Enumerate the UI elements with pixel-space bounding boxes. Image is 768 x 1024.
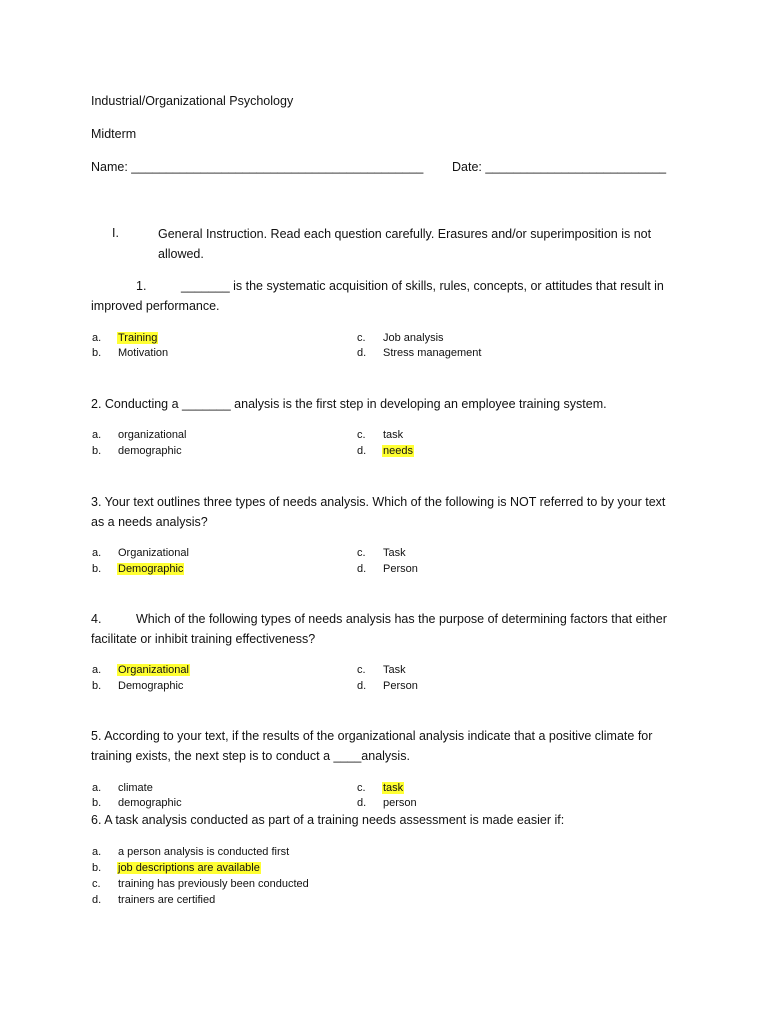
question-6-text: 6. A task analysis conducted as part of a training needs assessment is made easier if: bbox=[91, 813, 565, 827]
option-text: Task bbox=[383, 664, 406, 676]
option-text: Stress management bbox=[383, 347, 482, 359]
option-3a: a. Organizational bbox=[92, 547, 189, 559]
question-2-text: 2. Conducting a _______ analysis is the first step in developing an employee training system. bbox=[91, 397, 607, 411]
option-text: climate bbox=[118, 782, 153, 794]
question-1-number: 1. bbox=[136, 279, 147, 293]
option-text: Motivation bbox=[118, 347, 169, 359]
option-5b: b. demographic bbox=[92, 797, 182, 809]
option-text: demographic bbox=[118, 445, 182, 457]
option-5a: a. climate bbox=[92, 782, 153, 794]
option-text: person bbox=[383, 797, 417, 809]
option-1a: a. Training bbox=[92, 332, 158, 344]
option-4c: c. Task bbox=[357, 664, 406, 676]
option-text: trainers are certified bbox=[118, 894, 216, 906]
question-2 bbox=[91, 394, 681, 414]
question-3-text: 3. Your text outlines three types of needs analysis. Which of the following is NOT referred to by your text as a needs analysis? bbox=[91, 495, 666, 529]
option-3d: d. Person bbox=[357, 563, 418, 575]
question-4-number: 4. bbox=[91, 612, 102, 626]
option-6a: a. a person analysis is conducted first bbox=[92, 846, 290, 858]
option-4b: b. Demographic bbox=[92, 680, 184, 692]
option-3b: b. Demographic bbox=[92, 563, 184, 575]
question-4 bbox=[91, 609, 681, 649]
option-3c: c. Task bbox=[357, 547, 406, 559]
option-text: Organizational bbox=[118, 547, 189, 559]
question-5 bbox=[91, 726, 681, 766]
course-title: Industrial/Organizational Psychology bbox=[91, 94, 294, 108]
instruction-text: General Instruction. Read each question carefully. Erasures and/or superimposition is not allowed. bbox=[158, 227, 652, 261]
question-6 bbox=[91, 810, 681, 830]
option-6d: d. trainers are certified bbox=[92, 894, 216, 906]
option-text: demographic bbox=[118, 797, 182, 809]
option-2d: d. needs bbox=[357, 445, 413, 457]
option-text: organizational bbox=[118, 429, 187, 441]
option-text: Job analysis bbox=[383, 332, 444, 344]
option-text: a person analysis is conducted first bbox=[118, 846, 290, 858]
option-text: Person bbox=[383, 680, 418, 692]
option-1d: d. Stress management bbox=[357, 347, 482, 359]
option-4d: d. Person bbox=[357, 680, 418, 692]
instruction-numeral: I. bbox=[112, 226, 119, 240]
exam-title: Midterm bbox=[91, 127, 137, 141]
option-6b: b. job descriptions are available bbox=[92, 862, 260, 874]
question-4-text: Which of the following types of needs analysis has the purpose of determining factors that either facilitate or inhibit training effectiveness? bbox=[91, 612, 667, 646]
option-text: training has previously been conducted bbox=[118, 878, 309, 890]
option-1c: c. Job analysis bbox=[357, 332, 444, 344]
option-text: needs bbox=[383, 445, 413, 457]
option-4a: a. Organizational bbox=[92, 664, 189, 676]
option-text: Demographic bbox=[118, 680, 184, 692]
option-2c: c. task bbox=[357, 429, 404, 441]
option-5d: d. person bbox=[357, 797, 417, 809]
option-text: Person bbox=[383, 563, 418, 575]
option-5c: c. task bbox=[357, 782, 404, 794]
option-text: Training bbox=[118, 332, 158, 344]
question-1 bbox=[91, 276, 681, 316]
option-text: Demographic bbox=[118, 563, 184, 575]
question-5-text: 5. According to your text, if the results of the organizational analysis indicate that a positive climate for training exists, the next step is to conduct a ____analysis. bbox=[91, 729, 653, 763]
date-field-line: Date: __________________________ bbox=[452, 160, 667, 174]
option-text: Task bbox=[383, 547, 406, 559]
option-1b: b. Motivation bbox=[92, 347, 169, 359]
option-6c: c. training has previously been conducted bbox=[92, 878, 309, 890]
option-text: job descriptions are available bbox=[118, 862, 260, 874]
option-text: task bbox=[383, 429, 404, 441]
option-text: Organizational bbox=[118, 664, 189, 676]
name-field-line: Name: __________________________________________ bbox=[91, 160, 424, 174]
option-2a: a. organizational bbox=[92, 429, 187, 441]
question-1-text: _______ is the systematic acquisition of skills, rules, concepts, or attitudes that result in improved performance. bbox=[91, 279, 664, 313]
option-2b: b. demographic bbox=[92, 445, 182, 457]
question-3 bbox=[91, 492, 681, 532]
option-text: task bbox=[383, 782, 404, 794]
